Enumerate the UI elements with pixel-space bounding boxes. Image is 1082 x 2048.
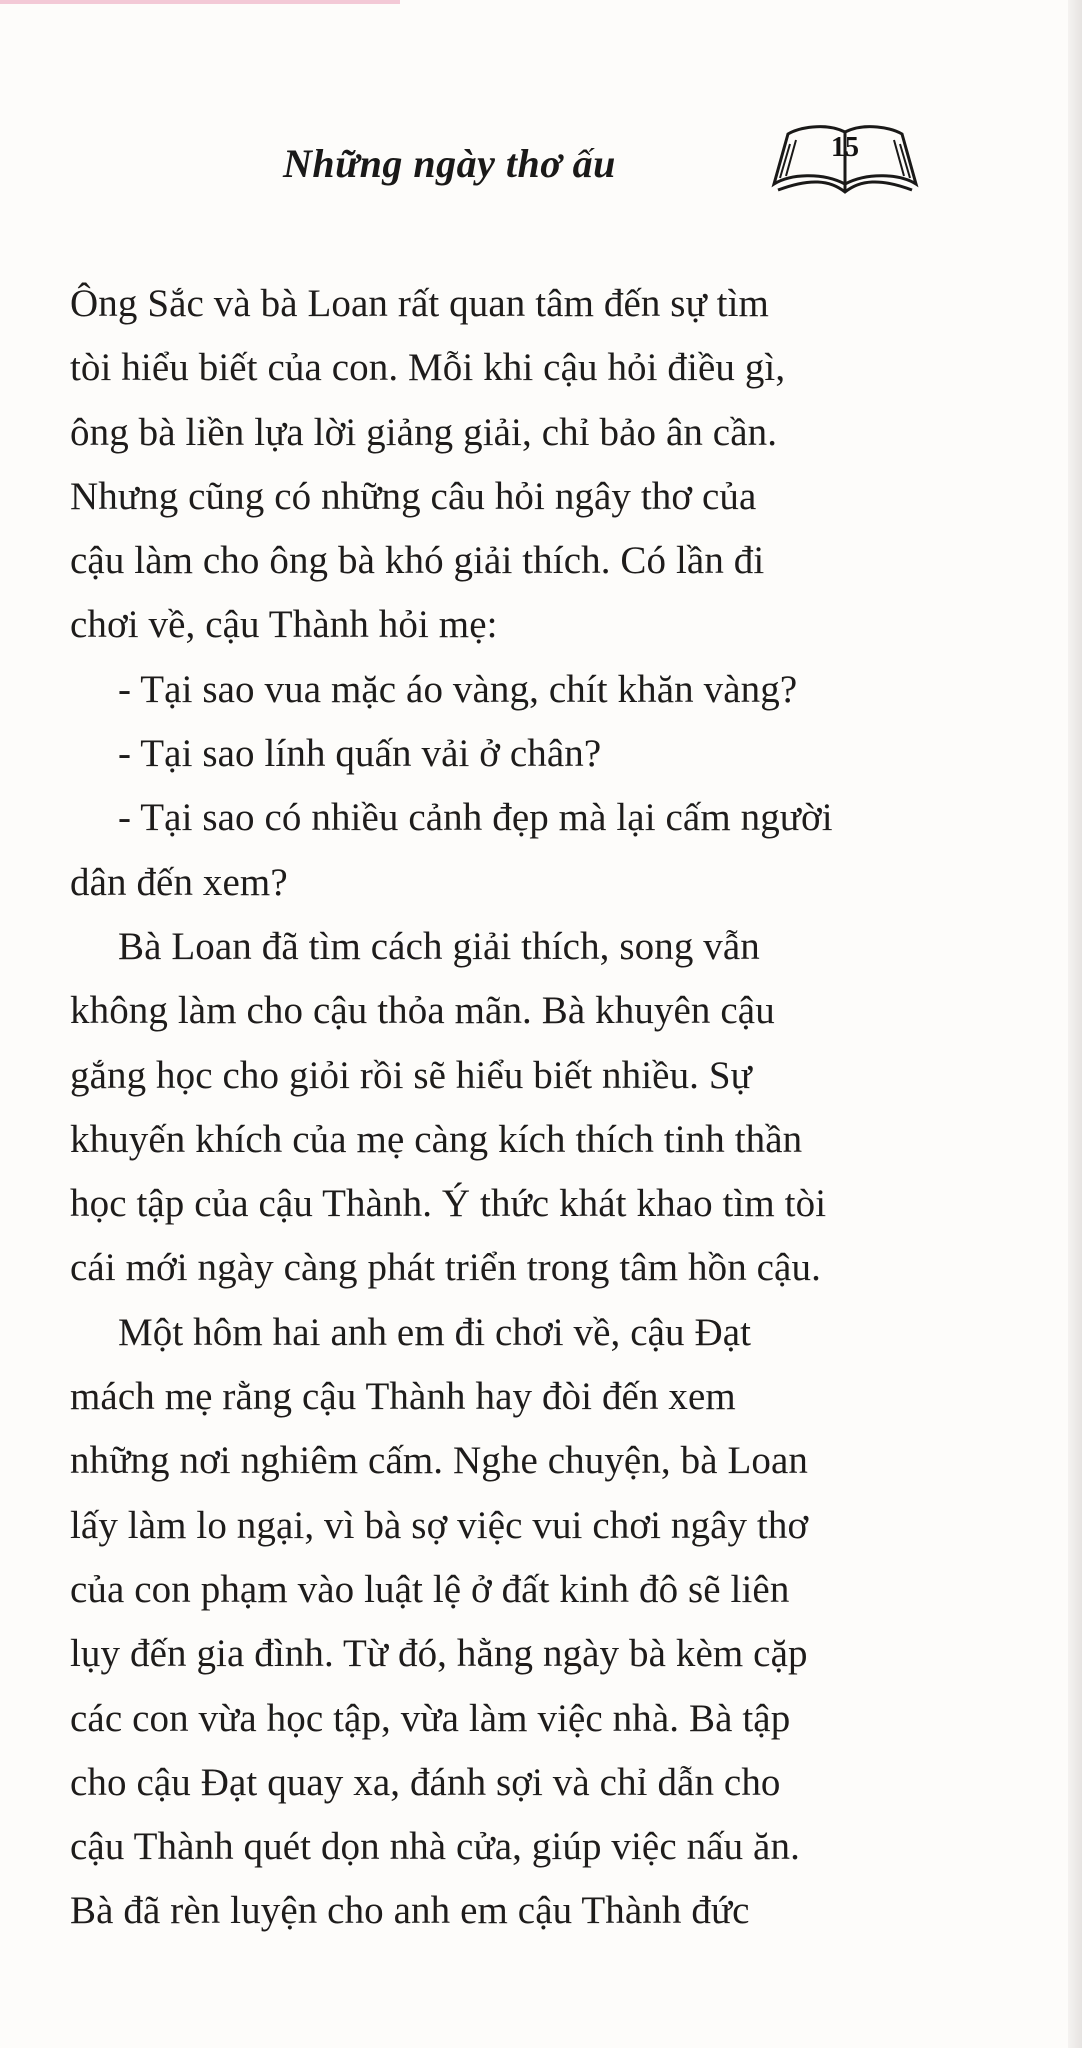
text-line: Ông Sắc và bà Loan rất quan tâm đến sự tìm [70, 282, 769, 325]
dialogue-line: - Tại sao vua mặc áo vàng, chít khăn vàng? [118, 667, 798, 711]
text-line: tòi hiểu biết của con. Mỗi khi cậu hỏi điều gì, [70, 346, 786, 390]
text-line: mách mẹ rằng cậu Thành hay đòi đến xem [70, 1375, 736, 1419]
text-line: cái mới ngày càng phát triển trong tâm hồn cậu. [70, 1246, 821, 1290]
text-line: ông bà liền lựa lời giảng giải, chỉ bảo ân cần. [70, 410, 778, 454]
text-line: Bà Loan đã tìm cách giải thích, song vẫn [118, 924, 760, 968]
text-line: cậu làm cho ông bà khó giải thích. Có lần đi [70, 539, 765, 583]
dialogue-line: - Tại sao có nhiều cảnh đẹp mà lại cấm người [118, 796, 833, 840]
text-line: Bà đã rèn luyện cho anh em cậu Thành đức [70, 1889, 750, 1933]
text-line: gắng học cho giỏi rồi sẽ hiểu biết nhiều. Sự [70, 1053, 752, 1097]
text-line: cho cậu Đạt quay xa, đánh sợi và chỉ dẫn cho [70, 1760, 781, 1804]
text-line: chơi về, cậu Thành hỏi mẹ: [70, 603, 498, 647]
text-line: không làm cho cậu thỏa mãn. Bà khuyên cậu [70, 989, 775, 1033]
top-edge-strip [0, 0, 400, 4]
text-line: của con phạm vào luật lệ ở đất kinh đô sẽ liên [70, 1567, 790, 1611]
text-line: Một hôm hai anh em đi chơi về, cậu Đạt [118, 1310, 752, 1354]
text-line: những nơi nghiêm cấm. Nghe chuyện, bà Loan [70, 1439, 809, 1483]
text-line: cậu Thành quét dọn nhà cửa, giúp việc nấu ăn. [70, 1825, 800, 1869]
dialogue-line: - Tại sao lính quấn vải ở chân? [118, 732, 602, 776]
running-title: Những ngày thơ ấu [283, 141, 616, 186]
text-line: các con vừa học tập, vừa làm việc nhà. Bà tập [70, 1696, 791, 1740]
text-line: lụy đến gia đình. Từ đó, hằng ngày bà kèm cặp [70, 1632, 808, 1676]
page-number: 15 [831, 132, 859, 163]
page-edge-shadow [1068, 0, 1082, 2048]
text-line: Nhưng cũng có những câu hỏi ngây thơ của [70, 474, 757, 518]
text-line: khuyến khích của mẹ càng kích thích tinh thần [70, 1117, 803, 1161]
page-number-badge [770, 118, 920, 196]
text-line: học tập của cậu Thành. Ý thức khát khao tìm tòi [70, 1182, 827, 1226]
text-line: lấy làm lo ngại, vì bà sợ việc vui chơi ngây thơ [70, 1503, 809, 1547]
text-line: dân đến xem? [70, 860, 288, 904]
body-text [70, 272, 915, 1944]
